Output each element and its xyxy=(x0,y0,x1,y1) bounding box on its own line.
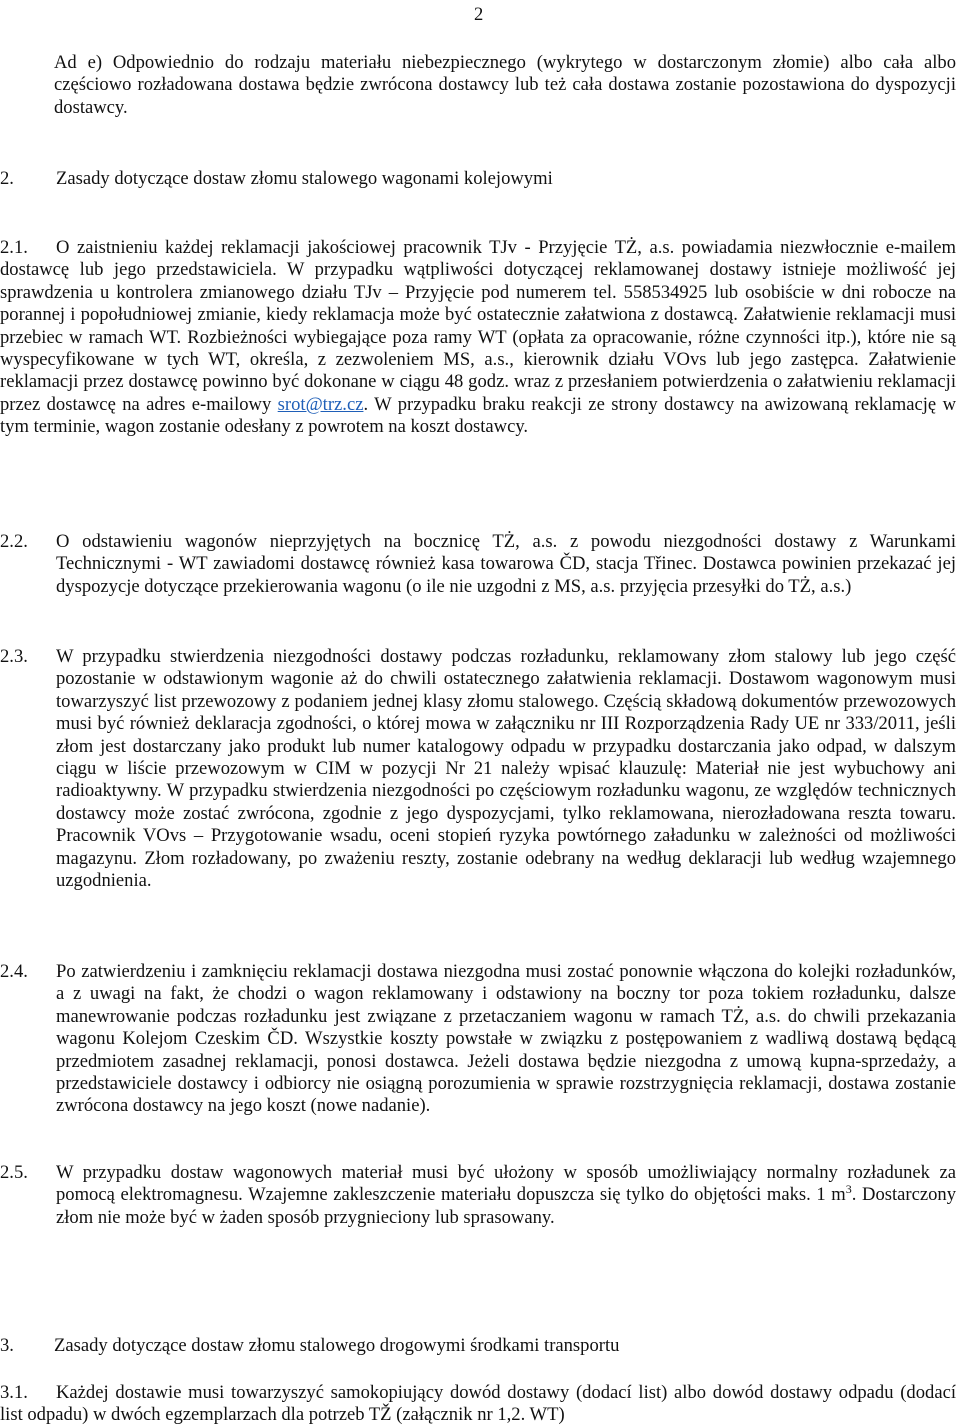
item-text xyxy=(56,1162,956,1229)
item-number: 2.4. xyxy=(0,961,28,982)
section-title: Zasady dotyczące dostaw złomu stalowego wagonami kolejowymi xyxy=(56,168,553,189)
item-text xyxy=(0,1382,956,1427)
item-number: 2.2. xyxy=(0,531,28,552)
item-2-3 xyxy=(0,646,956,892)
superscript: 3 xyxy=(845,1182,852,1197)
item-2-2 xyxy=(0,531,956,598)
section-number: 3. xyxy=(0,1335,14,1356)
item-text-part: . W przypadku braku reakcji ze strony dostawcy na awizowaną reklamację w tym terminie, wagon zostanie odesłany z powrotem na koszt dostawcy. xyxy=(0,393,957,438)
item-2-5 xyxy=(0,1162,956,1229)
section-number: 2. xyxy=(0,168,14,189)
section-title: Zasady dotyczące dostaw złomu stalowego drogowymi środkami transportu xyxy=(54,1335,620,1356)
item-text: W przypadku stwierdzenia niezgodności dostawy podczas rozładunku, reklamowany złom stalowy lub jego część pozostanie w odstawionym wagonie aż do chwili ostatecznego załatwienia reklamacji. Dostawom wagonowym musi towarzyszyć list przewozowy z podaniem jednej klasy złomu stalowego. Częścią składową dokumentów przewozowych musi być również deklaracja zgodności, o której mowa w załączniku nr III Rozporządzenia Rady UE nr 333/2011, jeśli złom jest dostarczany jako produkt lub numer katalogowy odpadu w przypadku dostarczania jako odpad, w dalszym ciągu w liście przewozowym w CIM w pozycji Nr 21 należy wpisać klauzulę: Materiał nie jest wybuchowy ani radioaktywny. W przypadku stwierdzenia niezgodności po częściowym rozładunku wagonu, ze względów technicznych dostawcy może zostać zwrócona, zgodnie z jego dyspozycjami, tylko reklamowana, nierozładowana reszta towaru. Pracownik VOvs – Przygotowanie wsadu, oceni stopień ryzyka powtórnego załadunku w zależności od możliwości magazynu. Złom rozładowany, po zważeniu reszty, zostanie odebrany na według deklaracji lub według wzajemnego uzgodnienia. xyxy=(56,646,956,892)
item-2-4 xyxy=(0,961,956,1118)
item-number: 2.3. xyxy=(0,646,28,667)
item-3-1 xyxy=(0,1382,956,1427)
item-number: 2.1. xyxy=(0,237,28,258)
item-text-part: . Dostarczony złom nie może być w żaden sposób przygnieciony lub sprasowany. xyxy=(56,1184,956,1228)
section-2-heading xyxy=(0,168,553,190)
item-text-part: O zaistnieniu każdej reklamacji jakościowej pracownik TJv - Przyjęcie TŻ, a.s. powiadamia niezwłocznie e-mailem dostawcę lub jego przedstawiciela. W przypadku wątpliwości dotyczącej reklamowanej dostawy istnieje możliwość jej sprawdzenia u kontrolera zmianowego działu TJv – Przyjęcie pod numerem tel. 558534925 lub osobiście w dni robocze na porannej i popołudniowej zmianie, kiedy reklamacja może być ostatecznie załatwiona z dostawcą. Załatwienie reklamacji musi przebiec w ramach WT. Rozbieżności wybiegające poza ramy WT (opłata za opracowanie, różne czynności itp.), które nie są wyspecyfikowane w tych WT, określa, z zezwoleniem MS, a.s., kierownik działu VOvs lub jego zastępca. Załatwienie reklamacji przez dostawcę powinno być dokonane w ciągu 48 godz. wraz z przesłaniem potwierdzenia o załatwieniu reklamacji przez dostawcę na adres e-mailowy xyxy=(0,237,956,415)
item-number: 3.1. xyxy=(0,1382,28,1403)
item-text: Po zatwierdzeniu i zamknięciu reklamacji dostawa niezgodna musi zostać ponownie włączona do kolejki rozładunków, a z uwagi na fakt, że chodzi o wagon reklamowany i odstawiony na boczny tor poza tokiem rozładunku, dalsze manewrowanie podczas rozładunku jest związane z przetaczaniem wagonu w ramach TŻ, a.s. do chwili przekazania wagonu Kolejom Czeskim ČD. Wszystkie koszty powstałe w związku z postępowaniem z wadliwą dostawą będącą przedmiotem zasadnej reklamacji, ponosi dostawca. Jeżeli dostawa będzie niezgodna z umową kupna-sprzedaży, a przedstawiciele dostawcy i odbiorcy nie osiągną porozumienia w sprawie rozstrzygnięcia reklamacji, dostawa zostanie zwrócona dostawcy na jego koszt (nowe nadanie). xyxy=(56,961,956,1117)
item-text: O odstawieniu wagonów nieprzyjętych na bocznicę TŻ, a.s. z powodu niezgodności dostawy z Warunkami Technicznymi - WT zawiadomi dostawcę również kasa towarowa ČD, stacja Třinec. Dostawca powinien przekazać jej dyspozycje dotyczące przekierowania wagonu (o ile nie uzgodni z MS, a.s. przyjęcia przesyłki do TŻ, a.s.) xyxy=(56,531,956,597)
item-text xyxy=(0,237,956,439)
item-text-part: W przypadku dostaw wagonowych materiał musi być ułożony w sposób umożliwiający normalny rozładunek za pomocą elektromagnesu. Wzajemne zakleszczenie materiału dopuszcza się tylko do objętości maks. 1 m xyxy=(56,1162,956,1206)
intro-paragraph: Ad e) Odpowiednio do rodzaju materiału niebezpiecznego (wykrytego w dostarczonym złomie) albo cała albo częściowo rozładowana dostawa będzie zwrócona dostawcy lub też cała dostawa zostanie pozostawiona do dyspozycji dostawcy. xyxy=(54,52,956,118)
item-text-part: Każdej dostawie musi towarzyszyć samokopiujący dowód dostawy (dodací list) albo dowód dostawy odpadu (dodací list odpadu) w dwóch egzemplarzach dla potrzeb TŽ (załącznik nr 1,2. WT) xyxy=(0,1382,956,1426)
section-3-heading xyxy=(0,1335,620,1357)
page-number: 2 xyxy=(474,4,484,25)
item-number: 2.5. xyxy=(0,1162,28,1183)
email-link[interactable]: srot@trz.cz xyxy=(277,393,364,415)
item-2-1 xyxy=(0,237,956,439)
